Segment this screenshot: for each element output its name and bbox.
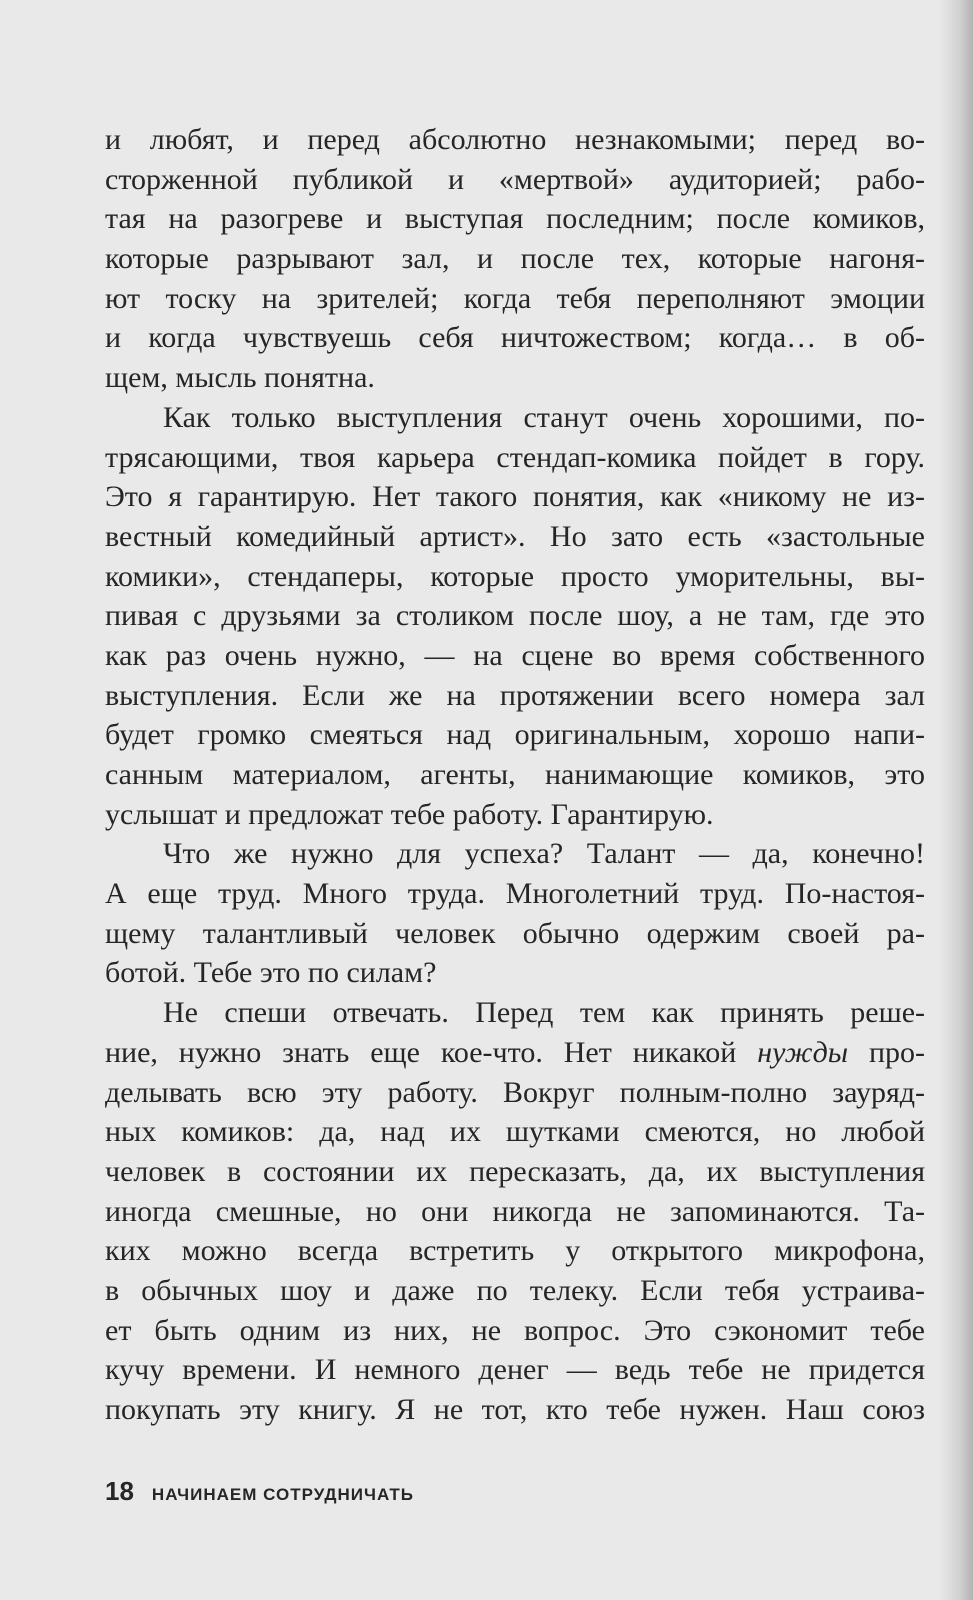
page-footer [105,1476,414,1510]
text-line: ет быть одним из них, не вопрос. Это сэкономит тебе [105,1313,925,1347]
text-line: в обычных шоу и даже по телеку. Если тебя устраива- [105,1273,925,1307]
italic-emphasis: нужды [757,1035,849,1069]
page-number: 18 [105,1476,134,1506]
paragraph [105,834,925,993]
paragraph [105,398,925,835]
text-line: человек в состоянии их пересказать, да, их выступления [105,1154,925,1188]
text-line [105,1033,925,1073]
text-line: комики», стендаперы, которые просто уморительны, вы- [105,559,925,593]
text-line: кучу времени. И немного денег — ведь тебе не придется [105,1353,925,1387]
page-edge-shadow [939,0,973,1600]
text-line: Это я гарантирую. Нет такого понятия, как «никому не из- [105,480,925,514]
text-line: которые разрывают зал, и после тех, которые нагоня- [105,242,925,276]
text-line: А еще труд. Много труда. Многолетний труд. По-настоя- [105,877,925,911]
text-line: щем, мысль понятна. [105,361,375,395]
text-line: ных комиков: да, над их шутками смеются, но любой [105,1115,925,1149]
text-line: иногда смешные, но они никогда не запоминаются. Та- [105,1194,925,1228]
text-line: ют тоску на зрителей; когда тебя переполняют эмоции [105,281,925,315]
text-line: щему талантливый человек обычно одержим своей ра- [105,916,925,950]
text-line: ботой. Тебе это по силам? [105,956,437,990]
text-line: услышат и предложат тебе работу. Гарантирую. [105,797,714,831]
text-line: покупать эту книгу. Я не тот, кто тебе нужен. Наш союз [105,1393,925,1426]
paragraph [105,120,925,398]
text-line: делывать всю эту работу. Вокруг полным-полно зауряд- [105,1075,925,1109]
paragraph [105,993,925,1430]
text-line: как раз очень нужно, — на сцене во время собственного [105,638,925,672]
text-segment: ние, нужно знать еще кое-что. Нет никакой [105,1035,758,1069]
text-line: санным материалом, агенты, нанимающие комиков, это [105,758,925,791]
text-line: ких можно всегда встретить у открытого микрофона, [105,1234,925,1268]
text-line: тая на разогреве и выступая последним; после комиков, [105,202,925,236]
text-line: и когда чувствуешь себя ничтожеством; когда… в об- [105,321,925,355]
text-line: Не спеши отвечать. Перед тем как принять реше- [163,996,925,1030]
text-line: Что же нужно для успеха? Талант — да, конечно! [163,837,925,871]
text-line: пивая с друзьями за столиком после шоу, а не там, где это [105,599,925,633]
text-line: выступления. Если же на протяжении всего номера зал [105,678,925,712]
text-line: трясающими, твоя карьера стендап-комика пойдет в гору. [105,440,925,474]
text-column [105,120,925,1430]
text-line: будет громко смеяться над оригинальным, хорошо напи- [105,718,925,752]
running-footer-chapter-title: НАЧИНАЕМ СОТРУДНИЧАТЬ [151,1485,414,1504]
text-line: и любят, и перед абсолютно незнакомыми; перед во- [105,123,925,156]
text-segment: про- [848,1035,925,1069]
text-line: сторженной публикой и «мертвой» аудиторией; рабо- [105,162,925,196]
text-line: вестный комедийный артист». Но зато есть «застольные [105,519,925,553]
text-line: Как только выступления станут очень хорошими, по- [163,400,925,434]
